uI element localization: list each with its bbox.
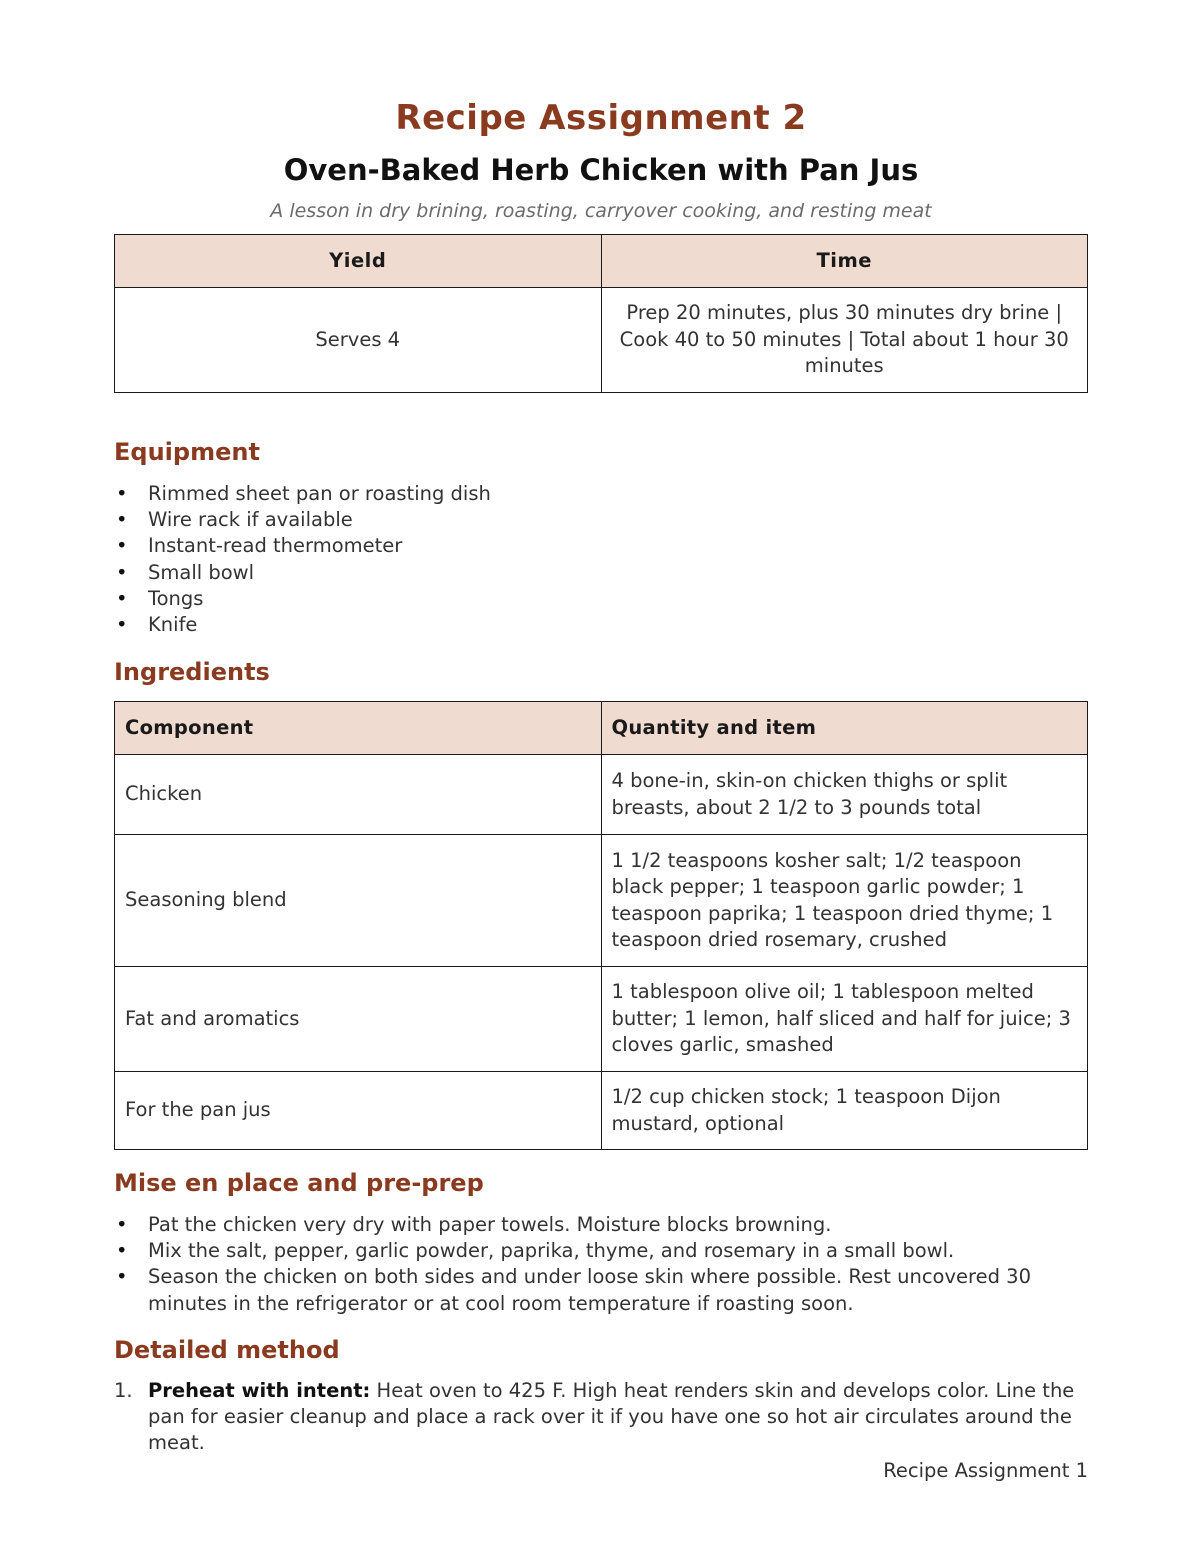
table-row bbox=[115, 288, 1088, 393]
yield-time-table bbox=[114, 234, 1088, 393]
quantity-cell: 1 tablespoon olive oil; 1 tablespoon melted butter; 1 lemon, half sliced and half for juice; 3 cloves garlic, smashed bbox=[601, 967, 1088, 1072]
ingredients-table bbox=[114, 701, 1088, 1150]
list-item: • Knife bbox=[114, 612, 1088, 638]
equipment-heading: Equipment bbox=[114, 438, 260, 466]
component-cell: For the pan jus bbox=[115, 1072, 602, 1150]
yield-value: Serves 4 bbox=[115, 288, 602, 393]
method-step bbox=[114, 1378, 1088, 1457]
table-header-row bbox=[115, 702, 1088, 755]
quantity-header: Quantity and item bbox=[601, 702, 1088, 755]
list-item: • Pat the chicken very dry with paper towels. Moisture blocks browning. bbox=[114, 1212, 1088, 1238]
mise-list bbox=[114, 1212, 1088, 1317]
quantity-cell: 1/2 cup chicken stock; 1 teaspoon Dijon mustard, optional bbox=[601, 1072, 1088, 1150]
page-footer: Recipe Assignment 1 bbox=[883, 1459, 1088, 1482]
yield-header: Yield bbox=[115, 235, 602, 288]
recipe-tagline: A lesson in dry brining, roasting, carryover cooking, and resting meat bbox=[270, 200, 932, 222]
document-title: Recipe Assignment 2 bbox=[395, 98, 807, 138]
equipment-list bbox=[114, 481, 1088, 638]
recipe-title: Oven-Baked Herb Chicken with Pan Jus bbox=[283, 153, 919, 187]
quantity-cell: 1 1/2 teaspoons kosher salt; 1/2 teaspoon black pepper; 1 teaspoon garlic powder; 1 teaspoon paprika; 1 teaspoon dried thyme; 1 teaspoon dried rosemary, crushed bbox=[601, 835, 1088, 967]
mise-heading: Mise en place and pre-prep bbox=[114, 1169, 484, 1197]
table-row bbox=[115, 967, 1088, 1072]
step-lead: Preheat with intent: bbox=[148, 1379, 371, 1402]
method-steps bbox=[114, 1378, 1088, 1457]
time-value: Prep 20 minutes, plus 30 minutes dry brine | Cook 40 to 50 minutes | Total about 1 hour 30 minutes bbox=[601, 288, 1088, 393]
list-item: • Mix the salt, pepper, garlic powder, paprika, thyme, and rosemary in a small bowl. bbox=[114, 1238, 1088, 1264]
ingredients-heading: Ingredients bbox=[114, 658, 270, 686]
step-number: 1. bbox=[114, 1379, 133, 1402]
table-header-row bbox=[115, 235, 1088, 288]
table-row bbox=[115, 1072, 1088, 1150]
list-item: • Wire rack if available bbox=[114, 507, 1088, 533]
component-header: Component bbox=[115, 702, 602, 755]
list-item: • Tongs bbox=[114, 586, 1088, 612]
list-item: • Instant-read thermometer bbox=[114, 533, 1088, 559]
list-item: • Rimmed sheet pan or roasting dish bbox=[114, 481, 1088, 507]
quantity-cell: 4 bone-in, skin-on chicken thighs or split breasts, about 2 1/2 to 3 pounds total bbox=[601, 755, 1088, 835]
list-item: • Small bowl bbox=[114, 560, 1088, 586]
component-cell: Fat and aromatics bbox=[115, 967, 602, 1072]
method-heading: Detailed method bbox=[114, 1336, 340, 1364]
table-row bbox=[115, 755, 1088, 835]
component-cell: Chicken bbox=[115, 755, 602, 835]
table-row bbox=[115, 835, 1088, 967]
time-header: Time bbox=[601, 235, 1088, 288]
component-cell: Seasoning blend bbox=[115, 835, 602, 967]
step-text: Heat oven to 425 F. High heat renders skin and develops color. Line the pan for easier cleanup and place a rack over it if you have one so hot air circulates around the meat. bbox=[148, 1379, 1075, 1455]
list-item: • Season the chicken on both sides and under loose skin where possible. Rest uncovered 30 minutes in the refrigerator or at cool room temperature if roasting soon. bbox=[114, 1264, 1088, 1316]
